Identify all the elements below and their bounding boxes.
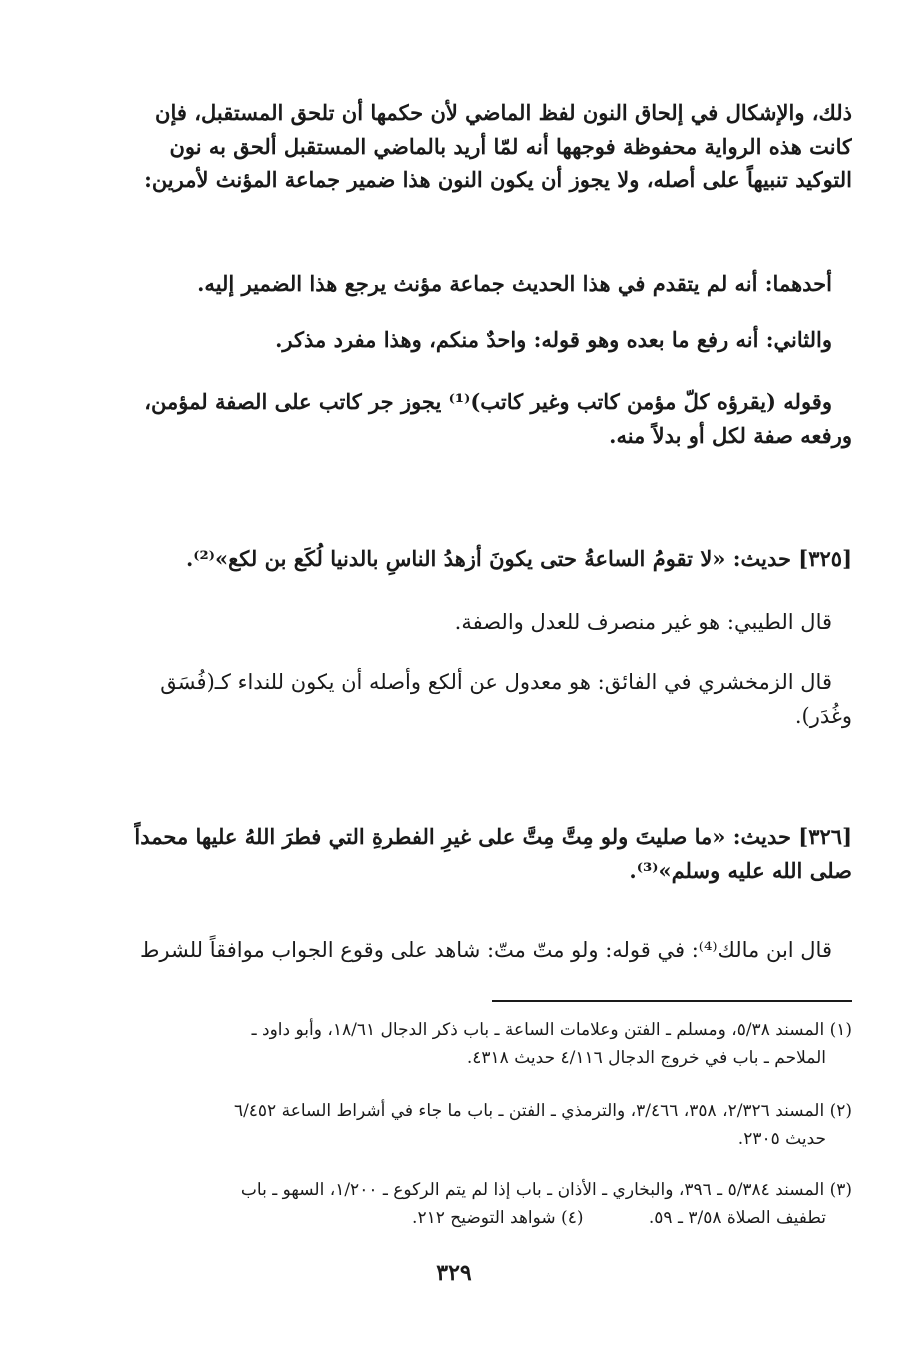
hadith-325-heading (128, 542, 852, 576)
hadith-325-text: [٣٢٥] حديث: «لا تقومُ الساعةُ حتى يكونَ أزهدُ الناسِ بالدنيا لُكَع بن لكع»⁽²⁾. (185, 546, 852, 571)
paragraph-2 (128, 267, 852, 301)
paragraph-5-text: قال الطيبي: هو غير منصرف للعدل والصفة. (454, 610, 832, 634)
footnote-4: (٤) شواهد التوضيح ٢١٢. (412, 1208, 584, 1229)
hadith-326-line-1: [٣٢٦] حديث: «ما صليتَ ولو مِتَّ مِتَّ على غيرِ الفطرةِ التي فطرَ اللهُ عليها محمداً (134, 824, 852, 849)
paragraph-1-line-3: التوكيد تنبيهاً على أصله، ولا يجوز أن يكون النون هذا ضمير جماعة المؤنث لأمرين: (144, 167, 852, 193)
paragraph-6-line-2: وغُدَر). (794, 703, 852, 728)
footnote-1-line-1: (١) المسند ٥/٣٨، ومسلم ـ الفتن وعلامات الساعة ـ باب ذكر الدجال ١٨/٦١، وأبو داود ـ (251, 1020, 852, 1040)
paragraph-1-line-2: كانت هذه الرواية محفوظة فوجهها أنه لمّا أريد بالماضي المستقبل ألحق به نون (169, 133, 852, 159)
footnote-1 (128, 1016, 852, 1072)
paragraph-4 (128, 385, 852, 452)
footnote-2-line-1: (٢) المسند ٢/٣٢٦، ٣٥٨، ٣/٤٦٦، والترمذي ـ الفتن ـ باب ما جاء في أشراط الساعة ٦/٤٥٢ (233, 1101, 852, 1121)
paragraph-6 (128, 666, 852, 733)
paragraph-3-text: والثاني: أنه رفع ما بعده وهو قوله: واحدٌ منكم، وهذا مفرد مذكر. (275, 327, 832, 352)
footnote-2-line-2: حديث ٢٣٠٥. (737, 1129, 826, 1150)
paragraph-7-text: قال ابن مالك⁽⁴⁾: في قوله: ولو متّ متّ: شاهد على وقوع الجواب موافقاً للشرط (139, 938, 832, 962)
paragraph-4-line-1: وقوله (يقرؤه كلّ مؤمن كاتب وغير كاتب)⁽¹⁾ يجوز جر كاتب على الصفة لمؤمن، (144, 389, 832, 414)
paragraph-7 (128, 934, 852, 968)
paragraph-1 (128, 96, 852, 197)
paragraph-2-text: أحدهما: أنه لم يتقدم في هذا الحديث جماعة مؤنث يرجع هذا الضمير إليه. (197, 271, 832, 296)
paragraph-4-line-2: ورفعه صفة لكل أو بدلاً منه. (609, 422, 852, 448)
hadith-326-heading (128, 820, 852, 887)
footnote-3-line-2-text: تطفيف الصلاة ٣/٥٨ ـ ٥٩. (648, 1208, 826, 1229)
paragraph-5 (128, 606, 852, 640)
footnote-3-line-1: (٣) المسند ٥/٣٨٤ ـ ٣٩٦، والبخاري ـ الأذان ـ باب إذا لم يتم الركوع ـ ١/٢٠٠، السهو ـ باب (240, 1180, 852, 1200)
paragraph-3 (128, 323, 852, 357)
footnote-2 (128, 1097, 852, 1153)
paragraph-1-line-1: ذلك، والإشكال في إلحاق النون لفظ الماضي لأن حكمها أن تلحق المستقبل، فإن (155, 100, 852, 125)
page-number: ٣٢٩ (436, 1260, 472, 1286)
footnote-1-line-2: الملاحم ـ باب في خروج الدجال ٤/١١٦ حديث ٤٣١٨. (466, 1048, 826, 1069)
footnote-3 (128, 1176, 852, 1232)
hadith-326-line-2: صلى الله عليه وسلم»⁽³⁾. (629, 857, 852, 883)
footnote-3-line-2 (128, 1204, 852, 1232)
paragraph-6-line-1: قال الزمخشري في الفائق: هو معدول عن ألكع وأصله أن يكون للنداء كـ(فُسَق (160, 670, 832, 694)
footnote-separator (492, 1000, 852, 1002)
